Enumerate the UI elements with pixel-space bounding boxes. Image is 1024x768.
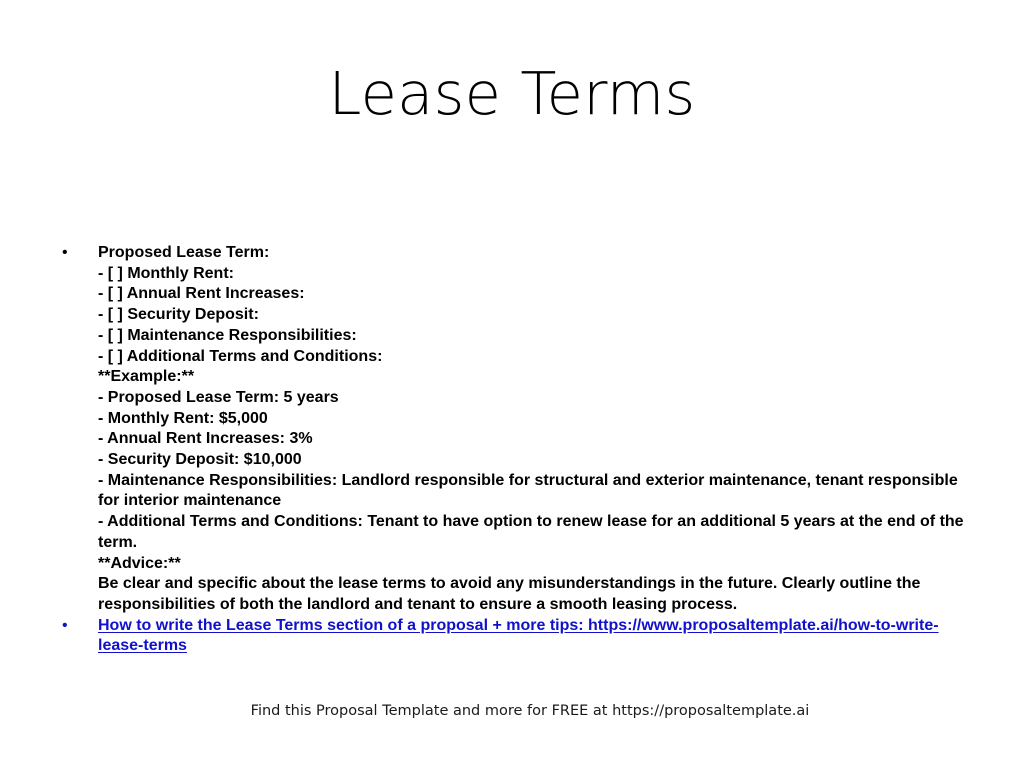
bullet-line: - Monthly Rent: $5,000: [98, 409, 268, 427]
bullet-line: **Advice:**: [98, 554, 181, 572]
bullet-line: Proposed Lease Term:: [98, 244, 270, 261]
proposal-template-link[interactable]: How to write the Lease Terms section of a proposal + more tips: https://www.proposaltemplate.ai/how-to-write-lease-terms: [98, 616, 939, 655]
bullet-line: - Additional Terms and Conditions: Tenant to have option to renew lease for an additional 5 years at the end of the term.: [98, 513, 964, 551]
bullet-line: - Maintenance Responsibilities: Landlord responsible for structural and exterior maintenance, tenant responsible for interior maintenance: [98, 471, 958, 510]
page-title: Lease Terms: [328, 59, 696, 128]
list-item: [56, 243, 968, 616]
bullet-line: - [ ] Annual Rent Increases:: [98, 285, 305, 303]
bullet-line: - [ ] Security Deposit:: [98, 306, 259, 324]
bullet-line: - Security Deposit: $10,000: [98, 451, 302, 469]
bullet-line: Be clear and specific about the lease terms to avoid any misunderstandings in the future. Clearly outline the responsibilities of both the landlord and tenant to ensure a smooth leasing process.: [98, 575, 921, 613]
bullet-line: - [ ] Monthly Rent:: [98, 264, 234, 282]
bullet-icon: •: [62, 244, 68, 261]
bullet-line: **Example:**: [98, 368, 195, 386]
bullet-line: - [ ] Additional Terms and Conditions:: [98, 347, 383, 365]
bullet-line: - Proposed Lease Term: 5 years: [98, 388, 339, 406]
bullet-line: - [ ] Maintenance Responsibilities:: [98, 326, 357, 344]
bullet-text-group: [98, 243, 968, 616]
list-item-link[interactable]: [56, 616, 968, 657]
content-placeholder: [56, 243, 968, 657]
footer-text: Find this Proposal Template and more for FREE at https://proposaltemplate.ai: [250, 703, 810, 719]
bullet-icon: •: [62, 616, 68, 634]
bullet-line: - Annual Rent Increases: 3%: [98, 430, 313, 448]
